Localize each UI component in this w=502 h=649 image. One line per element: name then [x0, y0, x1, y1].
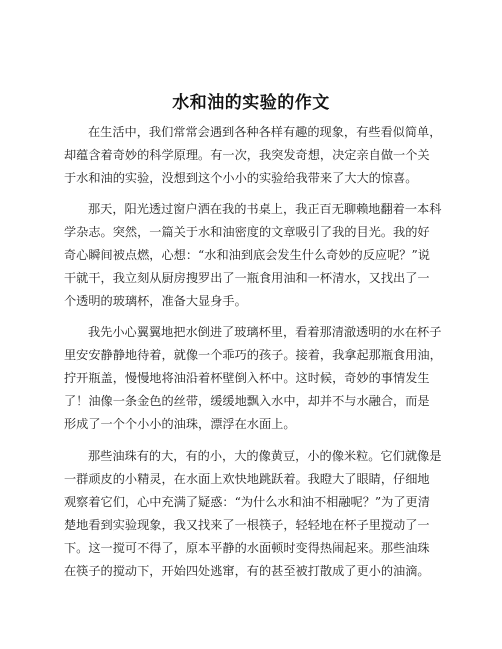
paragraph-line: 于水和油的实验，没想到这个小小的实验给我带来了大大的惊喜。 — [64, 171, 418, 185]
paragraph-line: 了！油像一条金色的丝带，缓缓地飘入水中，却并不与水融合，而是 — [64, 394, 430, 408]
paragraph-2 — [64, 198, 444, 313]
paragraph-line: 一群顽皮的小精灵，在水面上欢快地跳跃着。我瞪大了眼睛，仔细地 — [64, 472, 430, 486]
paragraph-line: 干就干，我立刻从厨房搜罗出了一瓶食用油和一杯清水，又找出了一 — [64, 271, 430, 285]
paragraph-line: 在筷子的搅动下，开始四处逃窜，有的甚至被打散成了更小的油滴。 — [64, 564, 430, 578]
paragraph-line: 学杂志。突然，一篇关于水和油密度的文章吸引了我的目光。我的好 — [64, 225, 430, 239]
paragraph-line: 楚地看到实验现象，我又找来了一根筷子，轻轻地在杯子里搅动了一 — [64, 518, 430, 532]
paragraph-3 — [64, 321, 444, 436]
paragraph-line: 下。这一搅可不得了，原本平静的水面顿时变得热闹起来。那些油珠 — [64, 541, 430, 555]
paragraph-line: 个透明的玻璃杯，准备大显身手。 — [64, 294, 247, 308]
paragraph-line: 在生活中，我们常常会遇到各种各样有趣的现象，有些看似简单， — [88, 125, 442, 139]
paragraph-line: 形成了一个个小小的油珠，漂浮在水面上。 — [64, 417, 296, 431]
paragraph-line: 观察着它们，心中充满了疑惑：“为什么水和油不相融呢？”为了更清 — [64, 495, 430, 509]
paragraph-line: 拧开瓶盖，慢慢地将油沿着杯壁倒入杯中。这时候，奇妙的事情发生 — [64, 371, 430, 385]
paragraph-1 — [64, 121, 444, 190]
paragraph-line: 却蕴含着奇妙的科学原理。有一次，我突发奇想，决定亲自做一个关 — [64, 148, 430, 162]
paragraph-line: 那些油珠有的大，有的小，大的像黄豆，小的像米粒。它们就像是 — [88, 449, 442, 463]
document-title: 水和油的实验的作文 — [172, 93, 330, 113]
paragraph-line: 奇心瞬间被点燃，心想：“水和油到底会发生什么奇妙的反应呢？”说 — [64, 248, 430, 262]
paragraph-line: 那天，阳光透过窗户洒在我的书桌上，我正百无聊赖地翻着一本科 — [88, 202, 442, 216]
paragraph-4 — [64, 445, 444, 583]
paragraph-line: 我先小心翼翼地把水倒进了玻璃杯里，看着那清澈透明的水在杯子 — [88, 325, 442, 339]
paragraph-line: 里安安静静地待着，就像一个乖巧的孩子。接着，我拿起那瓶食用油， — [64, 348, 442, 362]
